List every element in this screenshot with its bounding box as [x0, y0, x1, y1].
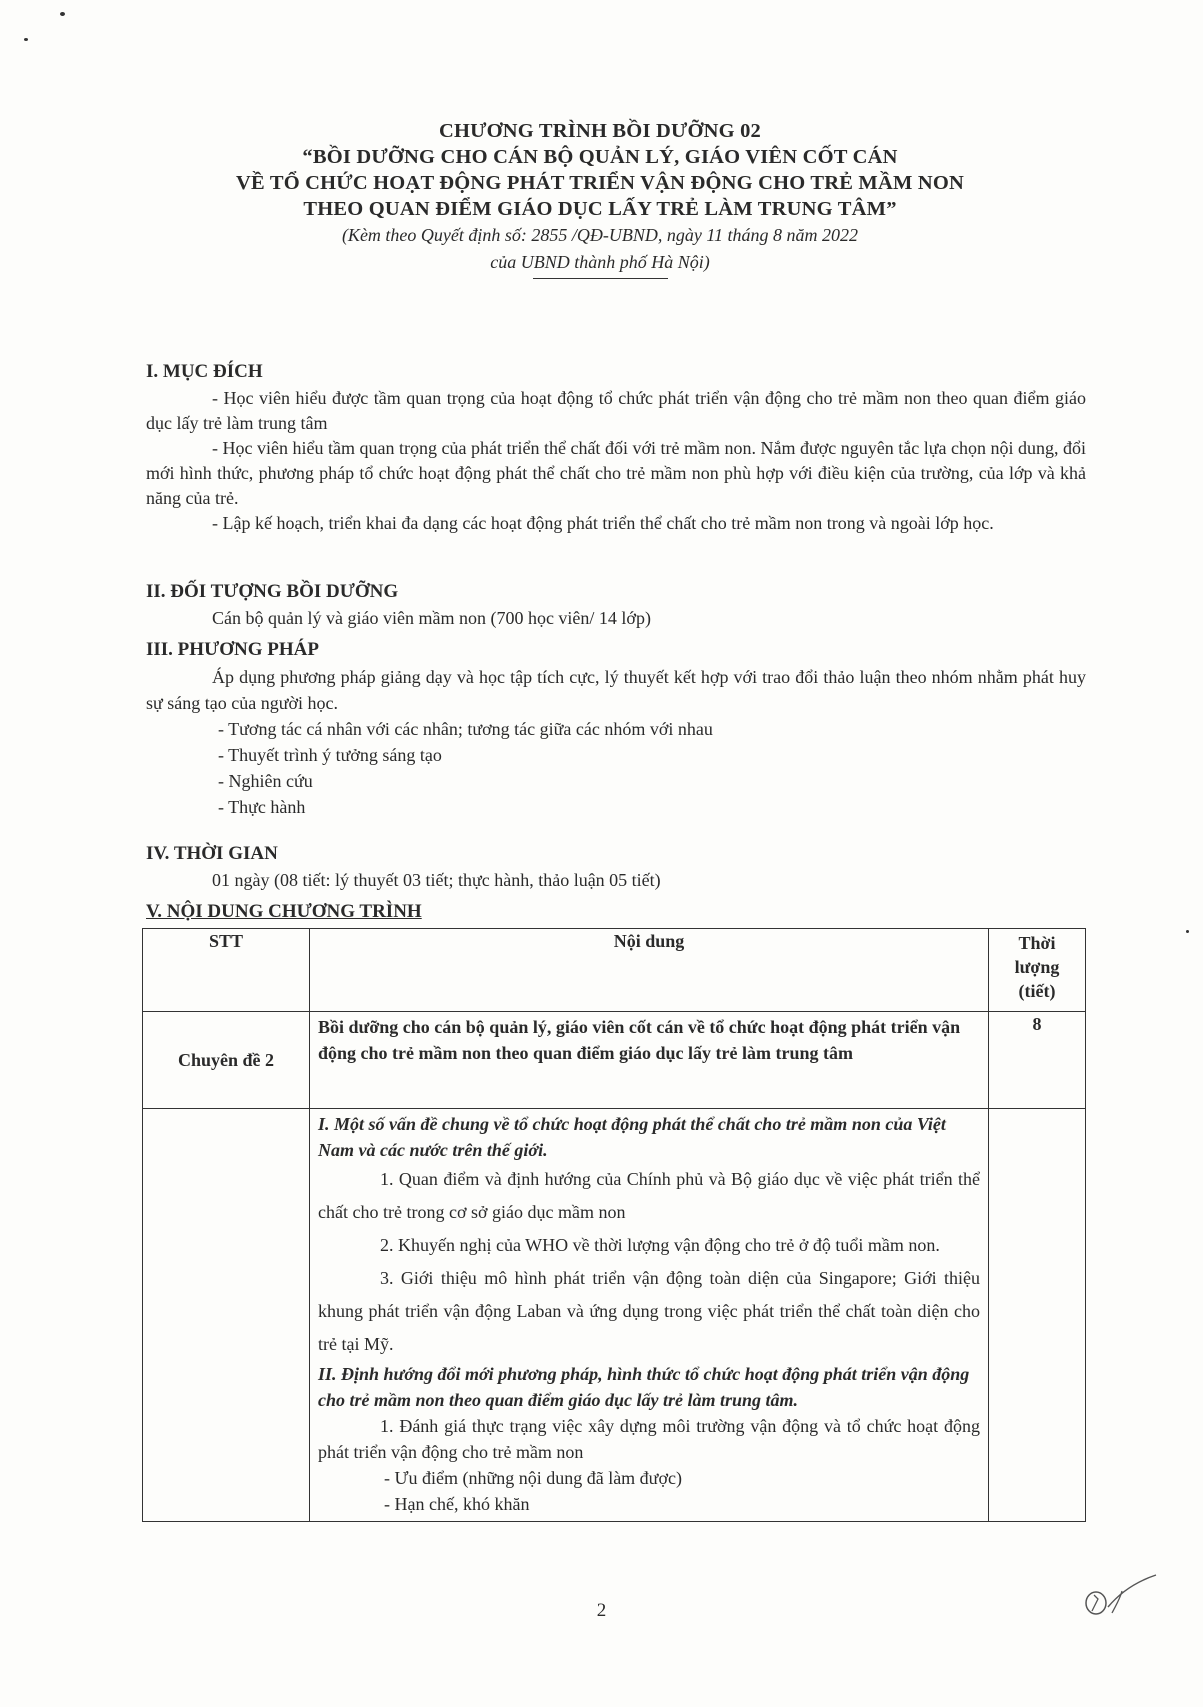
row-content: Bồi dưỡng cho cán bộ quản lý, giáo viên cốt cán về tổ chức hoạt động phát triển vận động cho trẻ mầm non theo quan điểm giáo dục lấy trẻ làm trung tâm: [310, 1012, 989, 1109]
issuing-authority: của UBND thành phố Hà Nội): [490, 252, 710, 272]
table-row: [143, 1109, 1086, 1522]
initials-signature: [1080, 1565, 1160, 1625]
program-subtitle-line: “BỒI DƯỠNG CHO CÁN BỘ QUẢN LÝ, GIÁO VIÊN CỐT CÁN: [302, 146, 898, 168]
audience-text: Cán bộ quản lý và giáo viên mầm non (700 học viên/ 14 lớp): [212, 608, 651, 628]
scan-speck: [60, 12, 65, 16]
method-item: - Tương tác cá nhân với các nhân; tương tác giữa các nhóm với nhau: [218, 719, 713, 739]
content-item: 1. Đánh giá thực trạng việc xây dựng môi trường vận động và tổ chức hoạt động phát triển vận động cho trẻ mầm non: [318, 1416, 980, 1462]
decision-reference: (Kèm theo Quyết định số: 2855 /QĐ-UBND, ngày 11 tháng 8 năm 2022: [341, 225, 859, 245]
part-title: I. Một số vấn đề chung về tổ chức hoạt động phát thể chất cho trẻ mầm non của Việt Nam và các nước trên thế giới.: [318, 1114, 946, 1160]
content-item: 1. Quan điểm và định hướng của Chính phủ và Bộ giáo dục về việc phát triển thể chất cho trẻ trong cơ sở giáo dục mầm non: [318, 1169, 980, 1222]
row-stt-empty: [143, 1109, 310, 1522]
time-text: 01 ngày (08 tiết: lý thuyết 03 tiết; thực hành, thảo luận 05 tiết): [212, 870, 661, 890]
section-heading: II. ĐỐI TƯỢNG BỒI DƯỠNG: [146, 581, 399, 602]
purpose-item: - Học viên hiểu được tầm quan trọng của hoạt động tổ chức phát triển vận động cho trẻ mầm non theo quan điểm giáo dục lấy trẻ làm trung tâm: [146, 388, 1086, 433]
header-duration-line: Thời: [1018, 933, 1056, 953]
scan-speck: [1186, 930, 1189, 933]
content-item: 3. Giới thiệu mô hình phát triển vận động toàn diện của Singapore; Giới thiệu khung phát triển vận động Laban và ứng dụng trong việc phát triển thể chất toàn diện cho trẻ tại Mỹ.: [318, 1268, 980, 1354]
table-row: [143, 1012, 1086, 1109]
document-title-block: [160, 118, 1040, 279]
row-duration: 8: [989, 1012, 1086, 1109]
header-duration-line: lượng: [1014, 957, 1060, 977]
content-item: 2. Khuyến nghị của WHO về thời lượng vận động cho trẻ ở độ tuổi mầm non.: [380, 1235, 940, 1255]
method-item: - Thực hành: [218, 797, 306, 817]
section-heading: III. PHƯƠNG PHÁP: [146, 639, 319, 660]
section-audience: [146, 578, 1086, 631]
section-time: [146, 840, 1086, 893]
program-subtitle-line: VỀ TỔ CHỨC HOẠT ĐỘNG PHÁT TRIỂN VẬN ĐỘNG CHO TRẺ MẦM NON: [235, 172, 964, 194]
table-header-row: [143, 929, 1086, 1012]
part-title: II. Định hướng đổi mới phương pháp, hình thức tổ chức hoạt động phát triển vận động cho trẻ mầm non theo quan điểm giáo dục lấy trẻ làm trung tâm.: [318, 1364, 970, 1410]
section-method: [146, 636, 1086, 820]
purpose-item: - Học viên hiểu tầm quan trọng của phát triển thể chất đối với trẻ mầm non. Nắm được nguyên tắc lựa chọn nội dung, đổi mới hình thức, phương pháp tổ chức hoạt động phát thể chất cho trẻ mầm non phù hợp với điều kiện của trường, của lớp và khả năng của trẻ.: [146, 438, 1086, 508]
program-title: CHƯƠNG TRÌNH BỒI DƯỠNG 02: [438, 120, 761, 142]
header-duration-line: (tiết): [1018, 981, 1056, 1001]
header-stt: STT: [143, 929, 310, 1012]
header-content: Nội dung: [310, 929, 989, 1012]
page-number: 2: [596, 1600, 607, 1621]
row-duration-empty: [989, 1109, 1086, 1522]
row-stt: Chuyên đề 2: [143, 1012, 310, 1109]
method-item: - Thuyết trình ý tưởng sáng tạo: [218, 745, 442, 765]
content-subitem: - Ưu điểm (những nội dung đã làm được): [384, 1468, 682, 1488]
section-heading: I. MỤC ĐÍCH: [146, 361, 263, 382]
section-purpose: [146, 358, 1086, 536]
purpose-item: - Lập kế hoạch, triển khai đa dạng các hoạt động phát triển thể chất cho trẻ mầm non trong và ngoài lớp học.: [212, 513, 994, 533]
title-divider: [533, 278, 668, 279]
row-content: [310, 1109, 989, 1522]
scan-speck: [24, 38, 28, 41]
content-subitem: - Hạn chế, khó khăn: [384, 1494, 530, 1514]
header-duration: [989, 929, 1086, 1012]
method-intro: Áp dụng phương pháp giảng dạy và học tập tích cực, lý thuyết kết hợp với trao đổi thảo luận theo nhóm nhằm phát huy sự sáng tạo của người học.: [146, 667, 1086, 713]
program-subtitle-line: THEO QUAN ĐIỂM GIÁO DỤC LẤY TRẺ LÀM TRUNG TÂM”: [303, 198, 897, 220]
section-content: [146, 898, 1086, 926]
section-heading: V. NỘI DUNG CHƯƠNG TRÌNH: [146, 901, 422, 922]
method-item: - Nghiên cứu: [218, 771, 313, 791]
program-content-table: [142, 928, 1086, 1522]
section-heading: IV. THỜI GIAN: [146, 843, 278, 864]
